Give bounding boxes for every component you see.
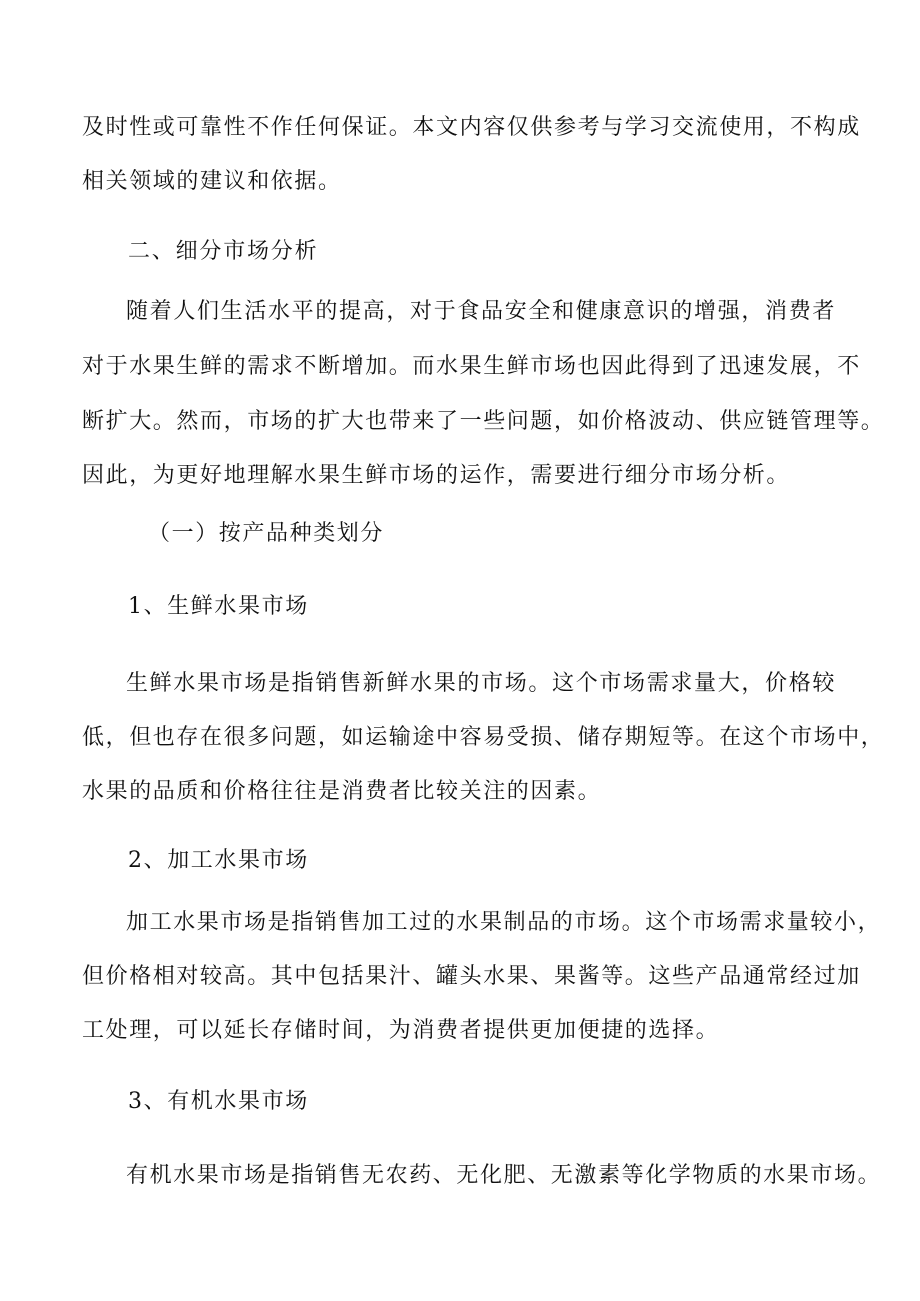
- section-paragraph-line-3: 断扩大。然而，市场的扩大也带来了一些问题，如价格波动、供应链管理等。: [82, 409, 885, 434]
- intro-line-2: 相关领域的建议和依据。: [82, 169, 342, 194]
- item-2-line-3: 工处理，可以延长存储时间，为消费者提供更加便捷的选择。: [82, 1018, 720, 1043]
- section-paragraph-line-4: 因此，为更好地理解水果生鲜市场的运作，需要进行细分市场分析。: [82, 463, 791, 488]
- item-1-line-1: 生鲜水果市场是指销售新鲜水果的市场。这个市场需求量大，价格较: [126, 671, 836, 696]
- section-paragraph-line-2: 对于水果生鲜的需求不断增加。而水果生鲜市场也因此得到了迅速发展，不: [82, 354, 861, 379]
- item-2-heading: 2、加工水果市场: [128, 848, 309, 873]
- item-3-heading: 3、有机水果市场: [128, 1089, 309, 1114]
- item-1-line-3: 水果的品质和价格往往是消费者比较关注的因素。: [82, 779, 602, 804]
- subsection-heading: （一）按产品种类划分: [148, 521, 385, 546]
- item-3-line-1: 有机水果市场是指销售无农药、无化肥、无激素等化学物质的水果市场。: [126, 1163, 882, 1188]
- item-1-heading: 1、生鲜水果市场: [128, 594, 309, 619]
- item-2-line-2: 但价格相对较高。其中包括果汁、罐头水果、果酱等。这些产品通常经过加: [82, 964, 861, 989]
- intro-line-1: 及时性或可靠性不作任何保证。本文内容仅供参考与学习交流使用，不构成: [82, 115, 861, 140]
- section-paragraph-line-1: 随着人们生活水平的提高，对于食品安全和健康意识的增强，消费者: [126, 299, 836, 324]
- section-heading: 二、细分市场分析: [128, 239, 319, 264]
- item-1-line-2: 低，但也存在很多问题，如运输途中容易受损、储存期短等。在这个市场中，: [82, 725, 885, 750]
- item-2-line-1: 加工水果市场是指销售加工过的水果制品的市场。这个市场需求量较小，: [126, 910, 882, 935]
